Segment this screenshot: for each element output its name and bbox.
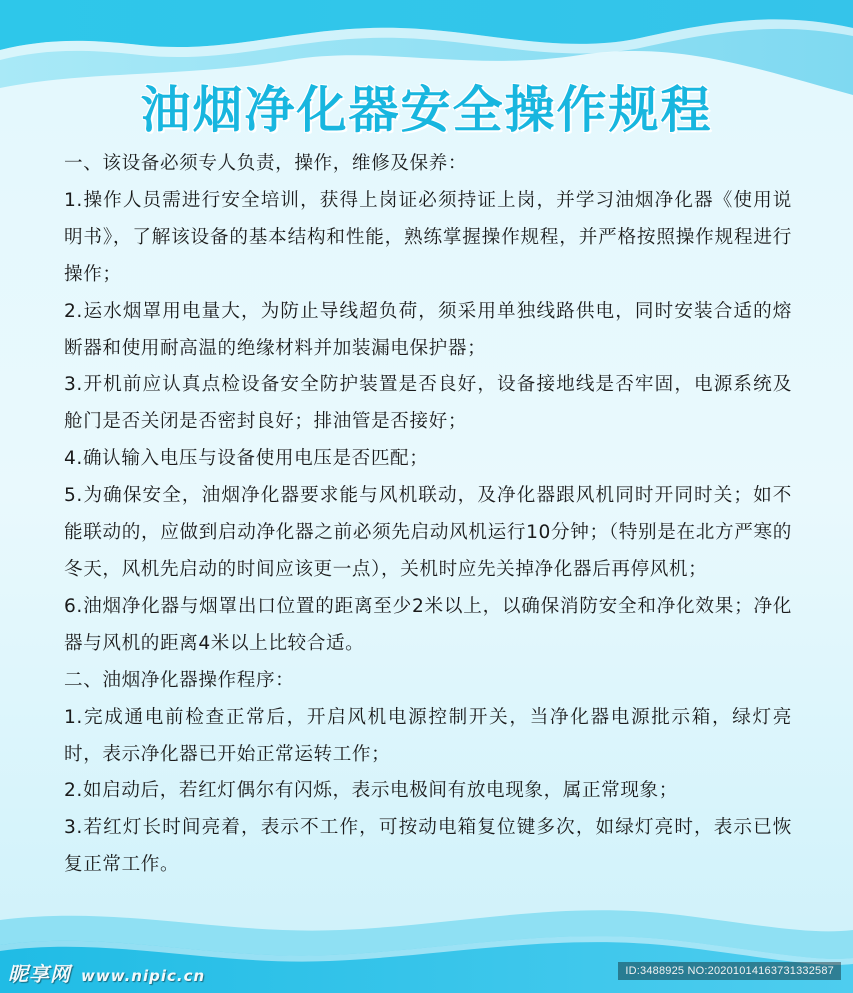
section-heading-2: 二、油烟净化器操作程序： <box>64 669 295 691</box>
section-heading-1: 一、该设备必须专人负责，操作，维修及保养： <box>64 153 468 174</box>
watermark-brand: 昵享网 <box>8 962 71 986</box>
operation-step-1: 1.完成通电前检查正常后，开启风机电源控制开关，当净化器电源批示箱，绿灯亮时，表示净化器已开始正常运转工作； <box>64 706 792 765</box>
procedure-item-2: 2.运水烟罩用电量大，为防止导线超负荷，须采用单独线路供电，同时安装合适的熔断器和使用耐高温的绝缘材料并加装漏电保护器； <box>64 300 792 359</box>
watermark-url: www.nipic.cn <box>81 967 206 985</box>
procedure-item-5: 5.为确保安全，油烟净化器要求能与风机联动，及净化器跟风机同时开同时关；如不能联动的，应做到启动净化器之前必须先启动风机运行10分钟；（特别是在北方严寒的冬天，风机先启动的时间应该更一点），关机时应先关掉净化器后再停风机； <box>64 485 792 580</box>
procedure-text <box>64 146 792 884</box>
procedure-item-4: 4.确认输入电压与设备使用电压是否匹配； <box>64 448 429 470</box>
page-title: 油烟净化器安全操作规程 <box>140 81 713 139</box>
watermark-logo <box>8 958 205 987</box>
operation-step-3: 3.若红灯长时间亮着，表示不工作，可按动电箱复位键多次，如绿灯亮时，表示已恢复正常工作。 <box>64 817 792 876</box>
operation-step-2: 2.如启动后，若红灯偶尔有闪烁，表示电极间有放电现象，属正常现象； <box>64 780 678 802</box>
procedure-item-1: 1.操作人员需进行安全培训，获得上岗证必须持证上岗，并学习油烟净化器《使用说明书》，了解该设备的基本结构和性能，熟练掌握操作规程，并严格按照操作规程进行操作； <box>64 189 792 285</box>
procedure-item-6: 6.油烟净化器与烟罩出口位置的距离至少2米以上，以确保消防安全和净化效果；净化器与风机的距离4米以上比较合适。 <box>64 595 792 654</box>
procedure-item-3: 3.开机前应认真点检设备安全防护装置是否良好，设备接地线是否牢固，电源系统及舱门是否关闭是否密封良好；排油管是否接好； <box>64 374 792 433</box>
image-id-label: ID:3488925 NO:20201014163731332587 <box>618 962 841 980</box>
